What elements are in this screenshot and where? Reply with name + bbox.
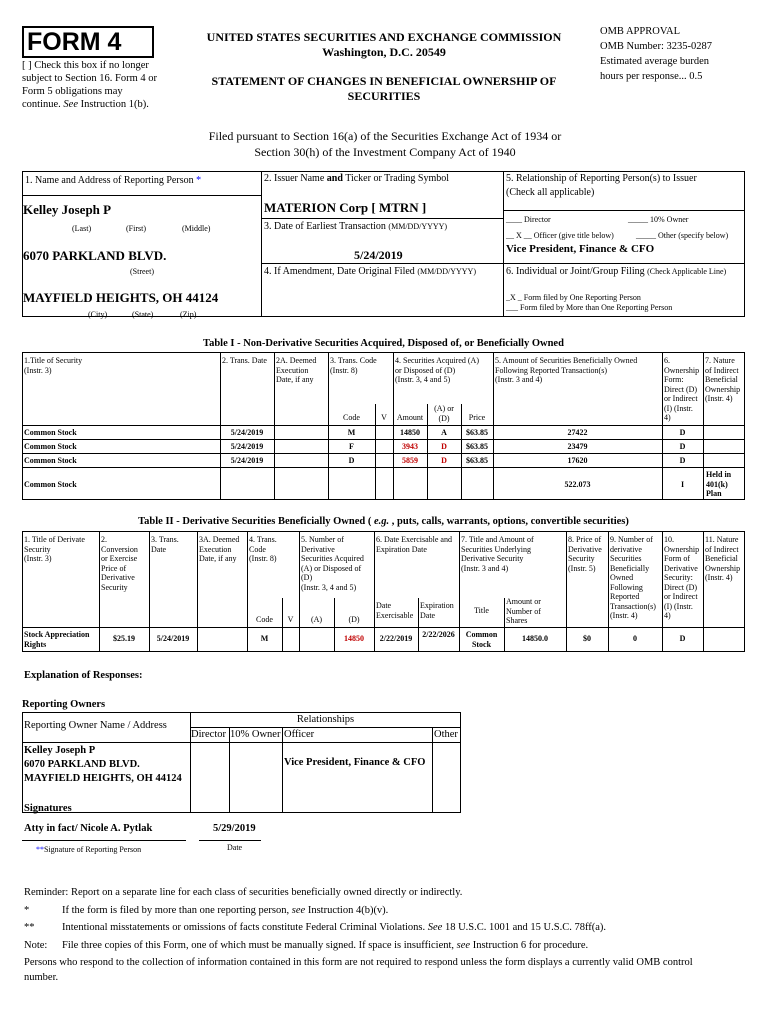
box4-label: 4. If Amendment, Date Original Filed (MM/DD/YYYY) — [264, 266, 476, 277]
t1-h-title: 1.Title of Security (Instr. 3) — [24, 356, 83, 375]
t2-sub-expiration: Expiration Date — [420, 601, 454, 620]
t2-sub-d: (D) — [348, 615, 360, 624]
t2-h-exercisable: 6. Date Exercisable and Expiration Date — [376, 535, 452, 554]
other-checkbox: _____ Other (specify below) — [636, 231, 729, 240]
t2-h-nature: 11. Nature of Indirect Beneficial Ownership (Instr. 4) — [705, 535, 741, 582]
t1-h-date: 2. Trans. Date — [222, 356, 267, 365]
filed-pursuant: Filed pursuant to Section 16(a) of the Securities Exchange Act of 1934 or Section 30(h) of the Investment Company Act of 1940 — [208, 129, 562, 159]
filing-one-person: _X _ Form filed by One Reporting Person — [506, 293, 641, 302]
earliest-transaction-date: 5/24/2019 — [354, 248, 403, 262]
zip-label: (Zip) — [180, 310, 197, 319]
director-checkbox: ____ Director — [506, 215, 551, 224]
t1-h-ownership-form: 6. Ownership Form: Direct (D) or Indirect (I) (Instr. 4) — [664, 356, 700, 422]
t1-row-form: D — [679, 442, 686, 451]
t1-row-code: D — [348, 456, 355, 465]
t2-sub-title: Title — [474, 606, 489, 615]
date-label: Date — [227, 843, 243, 852]
owner-officer-title: Vice President, Finance & CFO — [284, 757, 426, 768]
t2-h-number: 5. Number of Derivative Securities Acquired (A) or Disposed of (D) (Instr. 3, 4 and 5) — [301, 535, 364, 592]
box5-label: 5. Relationship of Reporting Person(s) to Issuer (Check all applicable) — [506, 173, 697, 198]
signature-label: **Signature of Reporting Person — [36, 845, 142, 854]
owners-relationships: Relationships — [296, 714, 355, 725]
note-double-star: ** Intentional misstatements or omissions of facts constitute Federal Criminal Violations. See 18 U.S.C. 1001 and 15 U.S.C. 78ff(a). — [24, 922, 607, 933]
signature-date: 5/29/2019 — [213, 823, 256, 834]
box1-label: 1. Name and Address of Reporting Person * — [25, 175, 202, 186]
t1-row-price: $63.85 — [466, 428, 488, 437]
t1-row-date: 5/24/2019 — [230, 428, 264, 437]
explanation-heading: Explanation of Responses: — [24, 670, 143, 681]
t1-sub-ad: (A) or (D) — [434, 404, 454, 423]
t1-row-price: $63.85 — [466, 456, 488, 465]
t1-sub-code: Code — [343, 413, 360, 422]
t1-h-deemed: 2A. Deemed Execution Date, if any — [276, 356, 317, 384]
t1-row-date: 5/24/2019 — [230, 442, 264, 451]
middle-label: (Middle) — [182, 224, 211, 233]
officer-checkbox: __ X __ Officer (give title below) — [506, 231, 614, 240]
t1-last-owned: 522.073 — [564, 480, 591, 489]
owner-name-address: Kelley Joseph P 6070 PARKLAND BLVD. MAYFIELD HEIGHTS, OH 44124 — [24, 745, 182, 784]
note-star: * If the form is filed by more than one reporting person, see Instruction 4(b)(v). — [24, 904, 389, 916]
agency-name: UNITED STATES SECURITIES AND EXCHANGE COMMISSION — [206, 30, 562, 44]
statement-title: STATEMENT OF CHANGES IN BENEFICIAL OWNERSHIP OF — [211, 74, 557, 88]
t2-sub-a: (A) — [310, 615, 323, 624]
ten-percent-checkbox: _____ 10% Owner — [628, 215, 689, 224]
t1-row-title: Common Stock — [24, 456, 77, 465]
t2-row-price: $0 — [583, 634, 591, 643]
t2-h-title: 1. Title of Derivate Security (Instr. 3) — [24, 535, 85, 563]
t2-h-owned: 9. Number of derivative Securities Beneficially Owned Following Reported Transaction(s) (Instr. 4) — [610, 535, 656, 620]
t2-row-exercisable: 2/22/2019 — [379, 634, 413, 643]
officer-title: Vice President, Finance & CFO — [506, 243, 655, 255]
t1-h-nature: 7. Nature of Indirect Beneficial Ownership (Instr. 4) — [705, 356, 741, 403]
t2-h-conversion: 2. Conversion or Exercise Price of Derivative Security — [101, 535, 138, 592]
t1-row-amount: 14850 — [400, 428, 420, 437]
t2-row-code: M — [260, 634, 269, 643]
form-title-box — [22, 26, 154, 58]
t1-row-owned: 17620 — [567, 456, 588, 465]
t2-row-conversion: $25.19 — [113, 634, 135, 643]
t1-row-owned: 27422 — [567, 428, 588, 437]
t1-row-amount: 3943 — [402, 442, 418, 451]
signer-name: Atty in fact/ Nicole A. Pytlak — [24, 823, 153, 834]
t1-row-form: D — [679, 428, 686, 437]
t1-row-price: $63.85 — [466, 442, 488, 451]
t2-row-expiration: 2/22/2026 — [422, 630, 455, 639]
t1-sub-amount: Amount — [396, 413, 424, 422]
reporter-name: Kelley Joseph P — [23, 202, 112, 217]
t2-h-date: 3. Trans. Date — [151, 535, 179, 554]
t1-row-form: D — [679, 456, 686, 465]
table2-title: Table II - Derivative Securities Beneficially Owned ( e.g. , puts, calls, warrants, options, convertible securities) — [138, 516, 629, 527]
t1-row-code: M — [347, 428, 356, 437]
t2-row-underlying-title: Common Stock — [465, 630, 498, 649]
owners-col-officer: Officer — [284, 729, 315, 740]
owners-col-director: Director — [191, 729, 226, 740]
t1-row-owned: 23479 — [567, 442, 588, 451]
check-box-note: [ ] Check this box if no longer subject to Section 16. Form 4 or Form 5 obligations may continue. See Instruction 1(b). — [22, 60, 158, 110]
t1-row-ad: D — [441, 456, 447, 465]
t2-h-deemed: 3A. Deemed Execution Date, if any — [199, 535, 240, 563]
t1-row-title: Common Stock — [24, 442, 77, 451]
t2-row-disposed: 14850 — [344, 634, 364, 643]
persons-notice: Persons who respond to the collection of information contained in this form are not required to respond unless the form displays a currently valid OMB control number. — [24, 957, 693, 983]
filing-more-persons: ___ Form filed by More than One Reporting Person — [506, 303, 673, 312]
t1-row-ad: A — [441, 428, 447, 437]
t1-row-ad: D — [441, 442, 447, 451]
owners-col-other: Other — [434, 729, 458, 740]
t1-row-code: F — [349, 442, 354, 451]
state-label: (State) — [132, 310, 154, 319]
t2-row-underlying-amount: 14850.0 — [522, 634, 548, 643]
t1-last-title: Common Stock — [24, 480, 77, 489]
agency-header: UNITED STATES SECURITIES AND EXCHANGE COMMISSION Washington, D.C. 20549 STATEMENT OF CHANGES IN BENEFICIAL OWNERSHIP OF SECURITIES — [175, 30, 593, 104]
street-label: (Street) — [130, 267, 154, 276]
t1-h-code: 3. Trans. Code (Instr. 8) — [330, 356, 377, 375]
t2-row-form: D — [679, 634, 686, 643]
reporting-owners-heading: Reporting Owners — [22, 699, 106, 710]
issuer-name: MATERION Corp [ MTRN ] — [264, 200, 427, 215]
t1-sub-price: Price — [468, 413, 486, 422]
t1-row-date: 5/24/2019 — [230, 456, 264, 465]
box3-label: 3. Date of Earliest Transaction (MM/DD/YYYY) — [264, 221, 448, 232]
box6-label: 6. Individual or Joint/Group Filing (Check Applicable Line) — [506, 266, 727, 277]
reminder: Reminder: Report on a separate line for each class of securities beneficially owned directly or indirectly. — [24, 887, 463, 898]
t2-h-form: 10. Ownership Form of Derivative Security: Direct (D) or Indirect (I) (Instr. 4) — [664, 535, 700, 620]
t2-sub-date-exercisable: Date Exercisable — [376, 601, 414, 620]
t1-last-nature: Held in 401(k) Plan — [706, 470, 732, 498]
t2-row-date: 5/24/2019 — [156, 634, 190, 643]
agency-location: Washington, D.C. 20549 — [322, 45, 446, 59]
t1-h-acquired: 4. Securities Acquired (A) or Disposed of (D) (Instr. 3, 4 and 5) — [395, 356, 479, 384]
owners-col-ten: 10% Owner — [230, 729, 281, 740]
t1-row-title: Common Stock — [24, 428, 77, 437]
t2-sub-amount: Amount or Number of Shares — [506, 597, 541, 625]
t2-sub-v: V — [287, 615, 294, 624]
t2-row-owned: 0 — [633, 634, 637, 643]
t1-h-amount-owned: 5. Amount of Securities Beneficially Owned Following Reported Transaction(s) (Instr. 3 and 4) — [495, 356, 638, 384]
t1-sub-v: V — [381, 413, 387, 422]
first-label: (First) — [126, 224, 146, 233]
t2-h-underlying: 7. Title and Amount of Securities Underlying Derivative Security (Instr. 3 and 4) — [461, 535, 534, 573]
t2-h-code: 4. Trans. Code (Instr. 8) — [249, 535, 277, 563]
owners-col-name: Reporting Owner Name / Address — [24, 720, 167, 731]
footer-notes — [24, 884, 744, 985]
reporter-street: 6070 PARKLAND BLVD. — [23, 248, 167, 263]
form-title: FORM 4 — [27, 28, 122, 56]
note-copies: Note: File three copies of this Form, one of which must be manually signed. If space is insufficient, see Instruction 6 for procedure. — [24, 939, 589, 951]
table1-title: Table I - Non-Derivative Securities Acquired, Disposed of, or Beneficially Owned — [203, 338, 564, 349]
omb-box: OMB APPROVAL OMB Number: 3235-0287 Estimated average burden hours per response... 0.5 — [600, 26, 712, 82]
t2-row-title: Stock Appreciation Rights — [24, 630, 90, 649]
signatures-heading: Signatures — [24, 803, 72, 814]
city-label: (City) — [88, 310, 108, 319]
reporter-city: MAYFIELD HEIGHTS, OH 44124 — [23, 290, 219, 305]
t1-last-form: I — [680, 480, 685, 489]
t2-h-price: 8. Price of Derivative Security (Instr. 5) — [568, 535, 602, 573]
last-label: (Last) — [72, 224, 92, 233]
box2-label: 2. Issuer Name and Ticker or Trading Symbol — [264, 173, 450, 184]
t1-row-amount: 5859 — [402, 456, 418, 465]
t2-sub-code: Code — [256, 615, 273, 624]
